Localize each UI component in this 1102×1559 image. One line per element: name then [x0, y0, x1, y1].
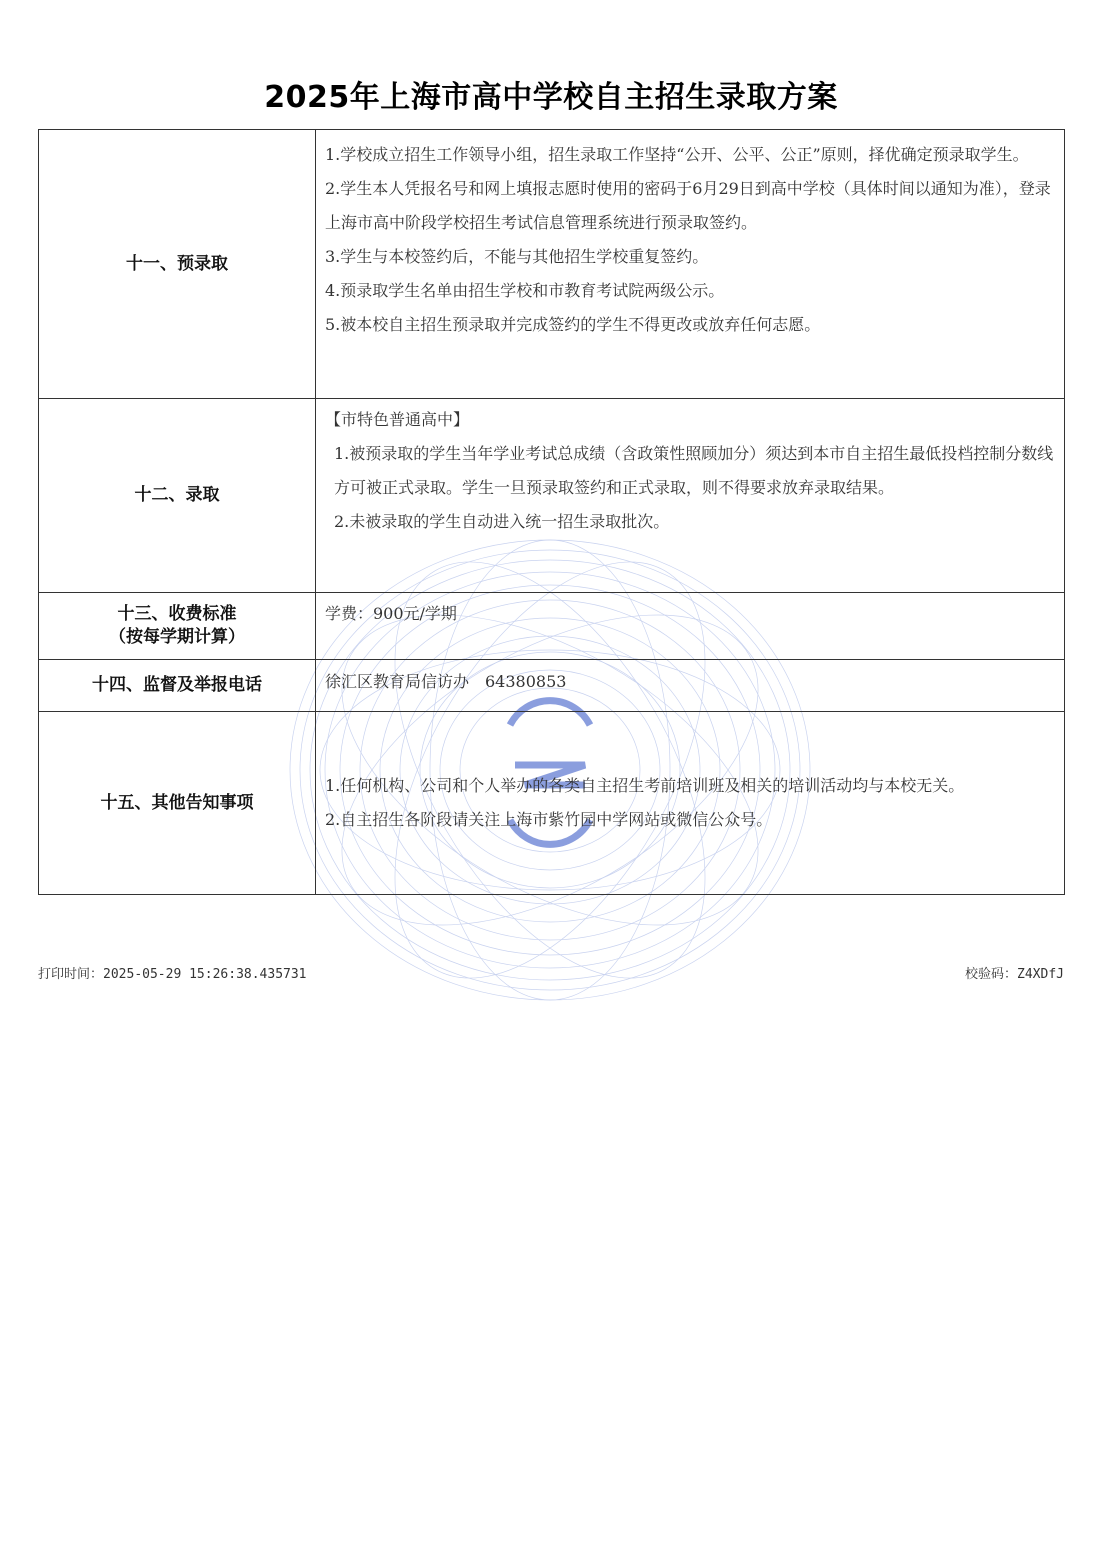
section-label-sub: （按每学期计算） [109, 627, 245, 647]
section-label: 十五、其他告知事项 [39, 712, 316, 895]
admission-plan-table [38, 129, 1065, 895]
check-code-value: Z4XDfJ [1017, 967, 1064, 982]
list-item: 5.被本校自主招生预录取并完成签约的学生不得更改或放弃任何志愿。 [325, 315, 821, 334]
document-title: 2025年上海市高中学校自主招生录取方案 [264, 80, 838, 115]
section-content [316, 593, 1065, 660]
list-item: 2.未被录取的学生自动进入统一招生录取批次。 [334, 512, 670, 531]
list-item: 1.学校成立招生工作领导小组，招生录取工作坚持“公开、公平、公正”原则，择优确定预录取学生。 [325, 145, 1029, 164]
section-label [39, 593, 316, 660]
list-item: 1.任何机构、公司和个人举办的各类自主招生考前培训班及相关的培训活动均与本校无关。 [325, 776, 965, 795]
hotline-text: 徐汇区教育局信访办 64380853 [325, 672, 567, 691]
section-content [316, 712, 1065, 895]
section-content [316, 660, 1065, 712]
list-item: 4.预录取学生名单由招生学校和市教育考试院两级公示。 [325, 281, 725, 300]
table-row [39, 712, 1065, 895]
table-row [39, 593, 1065, 660]
list-item: 3.学生与本校签约后，不能与其他招生学校重复签约。 [325, 247, 709, 266]
fee-text: 学费：900元/学期 [325, 604, 457, 623]
section-label-main: 十三、收费标准 [117, 604, 237, 624]
list-item: 1.被预录取的学生当年学业考试总成绩（含政策性照顾加分）须达到本市自主招生最低投档控制分数线方可被正式录取。学生一旦预录取签约和正式录取，则不得要求放弃录取结果。 [334, 444, 1054, 497]
check-code [965, 963, 1064, 982]
list-item: 2.学生本人凭报名号和网上填报志愿时使用的密码于6月29日到高中学校（具体时间以通知为准），登录上海市高中阶段学校招生考试信息管理系统进行预录取签约。 [325, 179, 1051, 232]
check-code-label: 校验码： [965, 967, 1018, 982]
section-content [316, 399, 1065, 593]
table-row [39, 660, 1065, 712]
section-label: 十一、预录取 [39, 130, 316, 399]
print-time-value: 2025-05-29 15:26:38.435731 [103, 967, 307, 982]
print-time [38, 963, 307, 982]
section-heading: 【市特色普通高中】 [325, 410, 470, 429]
print-time-label: 打印时间： [38, 967, 104, 982]
section-label: 十四、监督及举报电话 [39, 660, 316, 712]
list-item: 2.自主招生各阶段请关注上海市紫竹园中学网站或微信公众号。 [325, 810, 773, 829]
section-content [316, 130, 1065, 399]
table-row [39, 130, 1065, 399]
table-row [39, 399, 1065, 593]
section-label: 十二、录取 [39, 399, 316, 593]
